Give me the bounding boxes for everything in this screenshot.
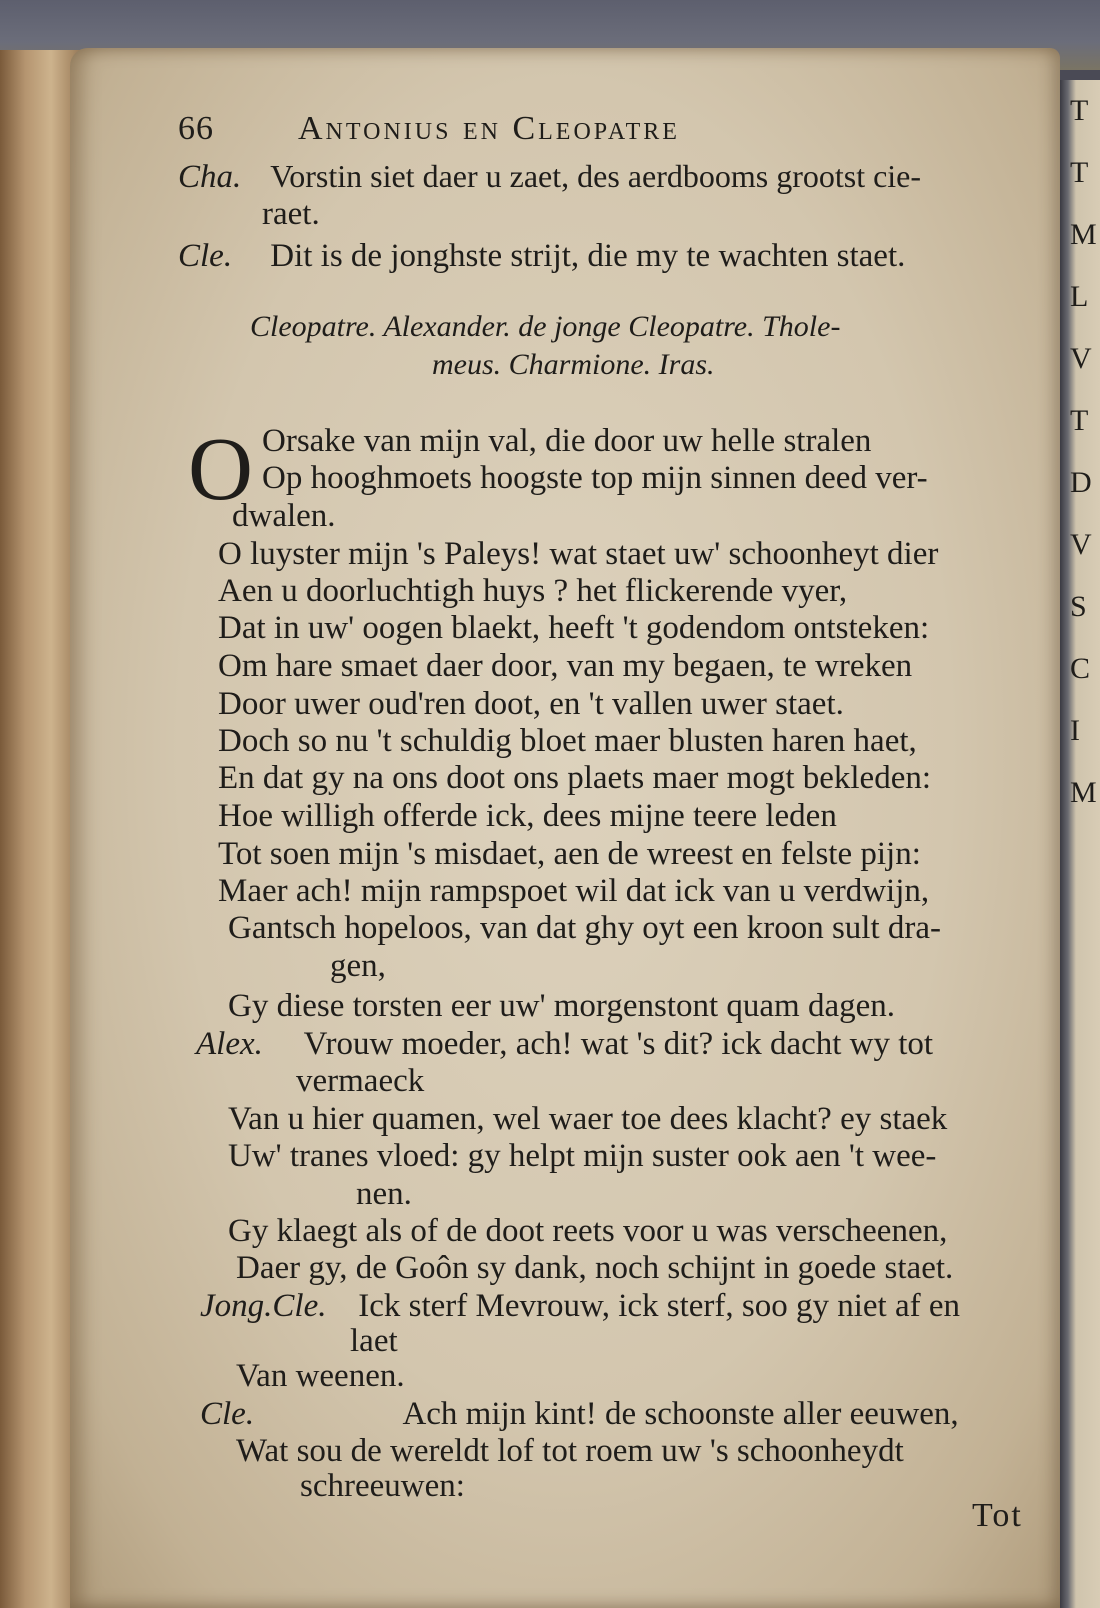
verse-text: raet. — [262, 196, 320, 232]
speaker-label: Jong.Cle. — [200, 1288, 327, 1324]
verse-text: Van weenen. — [236, 1358, 405, 1394]
catchword: Tot — [972, 1497, 1023, 1534]
facing-page-letter: V — [1070, 342, 1092, 375]
page-header — [178, 110, 680, 148]
dialogue-line — [300, 1470, 465, 1503]
verse-line: Op hooghmoets hoogste top mijn sinnen deed ver- — [262, 460, 928, 496]
dialogue-line — [236, 1252, 953, 1285]
dialogue-line — [200, 1398, 959, 1431]
running-title: Antonius en Cleopatre — [298, 110, 680, 147]
verse-text: Dit is de jonghste strijt, die my te wachten staet. — [270, 238, 906, 274]
dialogue-line — [236, 1360, 405, 1393]
verse-text: laet — [350, 1323, 398, 1359]
dialogue-line — [178, 160, 921, 194]
drop-cap: O — [188, 420, 253, 519]
facing-page-letter: C — [1070, 652, 1091, 685]
verse-text: Wat sou de wereldt lof tot roem uw 's schoonheydt — [236, 1433, 904, 1469]
verse-text: Vorstin siet daer u zaet, des aerdbooms grootst cie- — [270, 158, 922, 194]
dialogue-line — [356, 1178, 412, 1211]
verse-line: Tot soen mijn 's misdaet, aen de wreest en felste pijn: — [218, 836, 921, 872]
facing-page-letter: T — [1070, 404, 1089, 437]
verse-line: Hoe willigh offerde ick, dees mijne teere leden — [218, 798, 837, 834]
verse-line: Om hare smaet daer door, van my begaen, te wreken — [218, 648, 913, 684]
verse-text: Van u hier quamen, wel waer toe dees klacht? ey staek — [228, 1101, 948, 1137]
stage-direction-line: Cleopatre. Alexander. de jonge Cleopatre. Thole- — [250, 310, 841, 343]
verse-line: dwalen. — [232, 498, 336, 534]
facing-page-letter: T — [1070, 156, 1089, 189]
verse-text: Ick sterf Mevrouw, ick sterf, soo gy niet af en — [358, 1288, 961, 1324]
verse-line: Door uwer oud'ren doot, en 't vallen uwer staet. — [218, 686, 844, 722]
verse-line: Gy diese torsten eer uw' morgenstont quam dagen. — [228, 988, 896, 1024]
dialogue-line — [178, 240, 905, 273]
verse-text: Vrouw moeder, ach! wat 's dit? ick dacht wy tot — [303, 1026, 934, 1062]
facing-page-letter: I — [1070, 714, 1080, 747]
dialogue-line — [228, 1140, 936, 1173]
verse-text: Daer gy, de Goôn sy dank, noch schijnt in goede staet. — [236, 1250, 954, 1286]
verse-line: Aen u doorluchtigh huys ? het flickerende vyer, — [218, 573, 848, 609]
page-number: 66 — [178, 110, 214, 147]
dialogue-line — [236, 1435, 904, 1468]
verse-text: Uw' tranes vloed: gy helpt mijn suster ook aen 't wee- — [228, 1138, 937, 1174]
dialogue-line — [200, 1290, 960, 1323]
facing-page-letter: S — [1070, 590, 1087, 623]
verse-line: Dat in uw' oogen blaekt, heeft 't godendom ontsteken: — [218, 610, 930, 646]
dialogue-line — [350, 1325, 398, 1358]
dialogue-line — [262, 198, 320, 231]
verse-text: vermaeck — [296, 1063, 425, 1099]
facing-page-letters — [1070, 80, 1100, 824]
verse-line: En dat gy na ons doot ons plaets maer mogt bekleden: — [218, 760, 932, 796]
dialogue-line — [228, 1215, 947, 1248]
verse-line: Gantsch hopeloos, van dat ghy oyt een kroon sult dra- — [228, 910, 942, 946]
dialogue-line — [196, 1028, 933, 1061]
verse-text: Ach mijn kint! de schoonste aller eeuwen, — [402, 1396, 959, 1432]
facing-page-letter: M — [1070, 776, 1097, 809]
verse-text: Gy klaegt als of de doot reets voor u was verscheenen, — [228, 1213, 948, 1249]
dialogue-line — [228, 1103, 947, 1136]
facing-page-letter: T — [1070, 94, 1089, 127]
facing-page-letter: V — [1070, 528, 1092, 561]
verse-line: O luyster mijn 's Paleys! wat staet uw' schoonheyt dier — [218, 536, 939, 572]
speaker-label: Alex. — [196, 1026, 263, 1062]
verse-line: Maer ach! mijn rampspoet wil dat ick van u verdwijn, — [218, 873, 930, 909]
speaker-label: Cle. — [178, 238, 233, 274]
stage-direction-line: meus. Charmione. Iras. — [432, 348, 715, 381]
verse-text: nen. — [356, 1176, 412, 1212]
verse-line: Doch so nu 't schuldig bloet maer blusten haren haet, — [218, 723, 917, 759]
verse-text: schreeuwen: — [300, 1468, 465, 1504]
verse-line: Orsake van mijn val, die door uw helle stralen — [262, 423, 872, 459]
speaker-label: Cha. — [178, 159, 242, 195]
facing-page-letter: M — [1070, 218, 1097, 251]
facing-page-letter: D — [1070, 466, 1092, 499]
verse-line: gen, — [330, 948, 386, 984]
facing-page-letter: L — [1070, 280, 1089, 313]
speaker-label: Cle. — [200, 1396, 255, 1432]
dialogue-line — [296, 1065, 424, 1098]
